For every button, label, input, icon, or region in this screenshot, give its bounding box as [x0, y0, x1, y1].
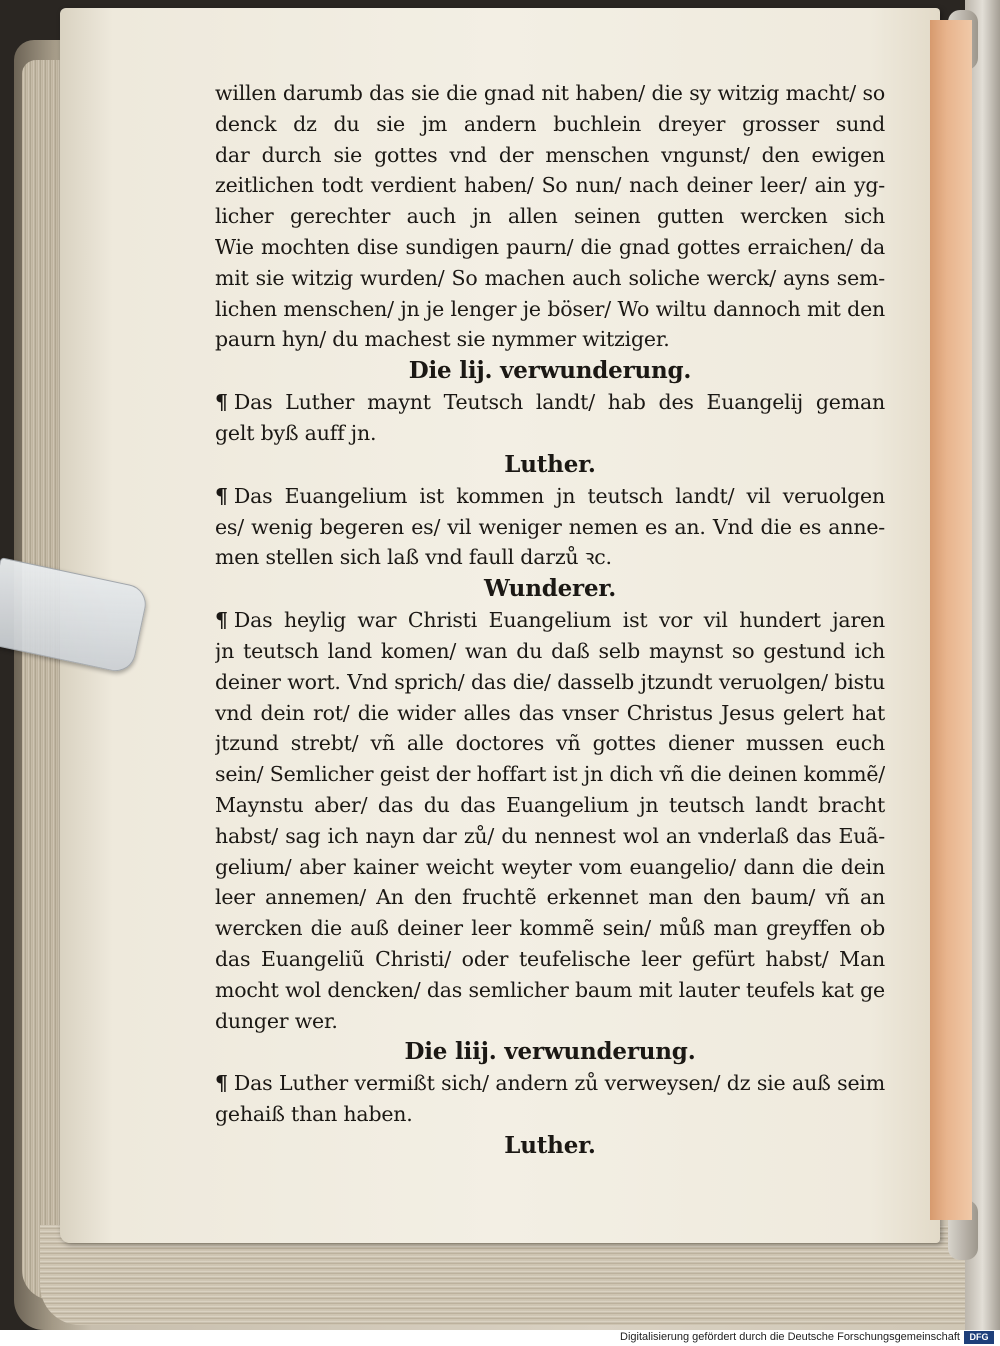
text-line: [215, 78, 885, 109]
text-line-content: mocht wol dencken/ das semlicher baum mit lauter teufels kat ge: [215, 977, 885, 1002]
text-line-content: wercken die auß deiner leer kommẽ sein/ můß man greyffen ob: [215, 916, 885, 941]
text-line: [215, 324, 885, 355]
text-line: [215, 542, 885, 573]
text-line: [215, 882, 885, 913]
text-line-content: mit sie witzig wurden/ So machen auch soliche werck/ ayns sem-: [215, 265, 885, 290]
text-line: [215, 418, 885, 449]
paragraph-mark: ¶: [215, 1071, 228, 1096]
text-line-content: men stellen sich laß vnd faull darzů ꝛc.: [215, 545, 612, 570]
heading-verwunderung-53: Die liij. verwunderung.: [404, 1038, 696, 1066]
text-line: [215, 821, 885, 852]
text-line-content: leer annemen/ An den fruchtẽ erkennet man den baum/ vñ an: [215, 885, 885, 910]
text-line-content: lichen menschen/ jn je lenger je böser/ Wo wiltu dannoch mit den: [215, 296, 885, 321]
text-line-content: willen darumb das sie die gnad nit haben/ die sy witzig macht/ so: [215, 81, 885, 105]
text-line-content: vnd dein rot/ die wider alles das vnser Christus Jesus gelert hat: [215, 700, 885, 725]
text-line-content: deiner wort. Vnd sprich/ das die/ dasselb jtzundt veruolgen/ bistu: [215, 669, 885, 694]
paragraph-mark: ¶: [215, 608, 228, 633]
text-line-content: sein/ Semlicher geist der hoffart ist jn dich vñ die deinen kommẽ/: [215, 762, 885, 787]
text-line: [215, 852, 885, 883]
text-line: [215, 944, 885, 975]
text-line-content: dunger wer.: [215, 1008, 338, 1033]
text-line-content: gelium/ aber kainer weicht weyter vom euangelio/ dann die dein: [215, 854, 885, 879]
text-line-content: Das Euangelium ist kommen jn teutsch landt/ vil veruolgen: [233, 483, 885, 508]
text-line-content: habst/ sag ich nayn dar zů/ du nennest wol an vnderlaß das Euã-: [215, 823, 885, 848]
text-line: [215, 698, 885, 729]
text-line: [215, 667, 885, 698]
dfg-logo: DFG: [964, 1331, 994, 1344]
paragraph-mark: ¶: [215, 483, 228, 508]
footer-bar: [0, 1330, 1000, 1346]
text-line: [215, 109, 885, 140]
text-line: [215, 605, 885, 636]
text-line: [215, 170, 885, 201]
text-line-content: dar durch sie gottes vnd der menschen vngunst/ den ewigen: [215, 142, 885, 167]
heading-luther-2: Luther.: [504, 1131, 596, 1159]
text-line: [215, 1068, 885, 1099]
text-line-content: jtzund strebt/ vñ alle doctores vñ gottes diener mussen euch: [215, 731, 885, 756]
text-line: [215, 481, 885, 512]
text-line-content: paurn hyn/ du machest sie nymmer witziger.: [215, 327, 670, 352]
text-line: [215, 759, 885, 790]
text-line-content: Das heylig war Christi Euangelium ist vor vil hundert jaren: [233, 608, 885, 633]
heading-verwunderung-52: Die lij. verwunderung.: [408, 357, 692, 385]
text-line: [215, 1006, 885, 1037]
text-line: [215, 387, 885, 418]
text-line: [215, 140, 885, 171]
text-line-content: denck dz du sie jm andern buchlein dreyer grosser sund: [215, 111, 885, 136]
text-line: [215, 512, 885, 543]
text-line-content: Wie mochten dise sundigen paurn/ die gnad gottes erraichen/ da: [215, 234, 885, 259]
text-line: [215, 636, 885, 667]
text-line-content: zeitlichen todt verdient haben/ So nun/ nach deiner leer/ ain yg-: [215, 173, 885, 198]
text-line-content: jn teutsch land komen/ wan du daß selb maynst so gestund ich: [215, 638, 885, 663]
page-stack-left: [22, 60, 62, 1300]
heading-luther-1: Luther.: [504, 450, 596, 478]
paragraph-mark: ¶: [215, 390, 228, 415]
text-line-content: gelt byß auff jn.: [215, 420, 377, 445]
paragraph-luther-answer: [215, 481, 885, 573]
text-line-content: gehaiß than haben.: [215, 1102, 413, 1127]
text-line: [215, 728, 885, 759]
paragraph-continued: [215, 78, 885, 355]
text-line-content: Das Luther vermißt sich/ andern zů verweysen/ dz sie auß seim: [233, 1071, 885, 1096]
text-line: [215, 294, 885, 325]
text-line-content: licher gerechter auch jn allen seinen gutten wercken sich: [215, 204, 885, 229]
text-line: [215, 263, 885, 294]
paragraph-wunderer-reply: [215, 605, 885, 1036]
page-edge-tint: [930, 20, 972, 1220]
text-line-content: das Euangeliũ Christi/ oder teufelische leer gefürt habst/ Man: [215, 946, 885, 971]
text-line: [215, 1099, 885, 1130]
text-line-content: Das Luther maynt Teutsch landt/ hab des Euangelij geman: [233, 390, 885, 415]
text-line: [215, 232, 885, 263]
paragraph-question-52: [215, 387, 885, 449]
text-line: [215, 790, 885, 821]
text-line-content: es/ wenig begeren es/ vil weniger nemen es an. Vnd die es anne-: [215, 514, 885, 539]
text-line-content: Maynstu aber/ das du das Euangelium jn teutsch landt bracht: [215, 792, 885, 817]
heading-wunderer: Wunderer.: [483, 575, 617, 603]
footer-credit: Digitalisierung gefördert durch die Deutsche Forschungsgemeinschaft: [620, 1331, 960, 1343]
paragraph-question-53: [215, 1068, 885, 1130]
text-line: [215, 913, 885, 944]
page-text: [215, 78, 885, 1162]
text-line: [215, 975, 885, 1006]
text-line: [215, 201, 885, 232]
